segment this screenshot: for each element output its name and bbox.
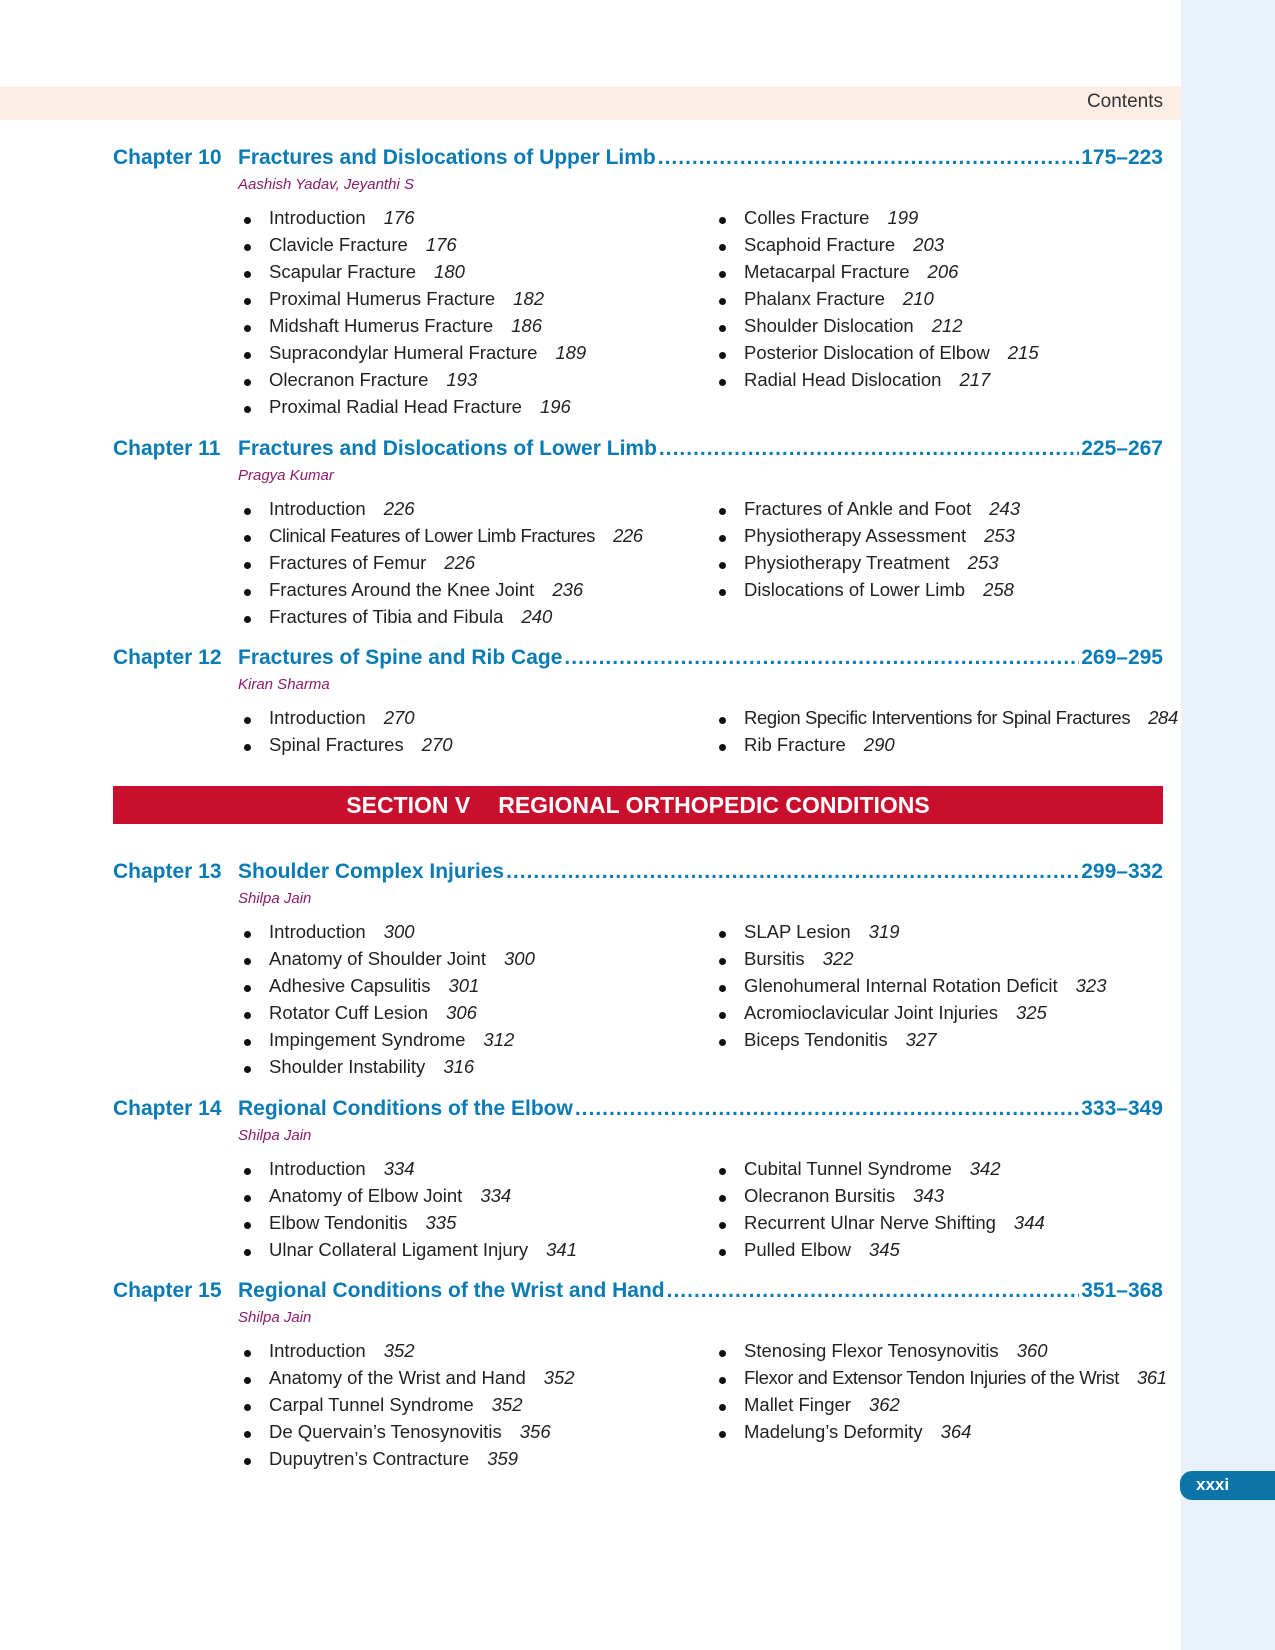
bullet-icon (719, 1168, 726, 1175)
topic-page-number: 226 (444, 552, 476, 573)
bullet-icon (719, 744, 726, 751)
topic-page-number: 270 (421, 734, 453, 755)
topic-page-number: 359 (487, 1448, 519, 1469)
bullet-icon (719, 352, 726, 359)
bullet-icon (244, 562, 251, 569)
running-header-text: Contents (1086, 91, 1163, 112)
topic-title: Clinical Features of Lower Limb Fractures (269, 525, 595, 546)
bullet-icon (244, 744, 251, 751)
topic-entry[interactable] (238, 234, 698, 261)
topic-title: Bursitis (744, 948, 805, 969)
bullet-icon (719, 508, 726, 515)
topic-page-number: 196 (539, 396, 571, 417)
bullet-icon (719, 244, 726, 251)
topic-entry[interactable] (238, 948, 698, 975)
dot-leader (659, 437, 1079, 461)
topic-entry[interactable] (713, 207, 1163, 234)
topic-entry[interactable] (238, 525, 698, 552)
topic-entry[interactable] (713, 1185, 1163, 1212)
topic-page-number: 203 (913, 234, 945, 255)
topic-entry[interactable] (238, 921, 698, 948)
topic-entry[interactable] (238, 315, 698, 342)
topic-page-number: 189 (555, 342, 587, 363)
bullet-icon (719, 1404, 726, 1411)
topic-entry[interactable] (713, 1212, 1163, 1239)
bullet-icon (719, 958, 726, 965)
topic-title: De Quervain’s Tenosynovitis (269, 1421, 502, 1442)
bullet-icon (244, 379, 251, 386)
topic-page-number: 300 (383, 921, 415, 942)
topic-title: Radial Head Dislocation (744, 369, 942, 390)
topic-list-right (713, 921, 1163, 1056)
bullet-icon (244, 298, 251, 305)
topic-entry[interactable] (238, 1340, 698, 1367)
bullet-icon (244, 1350, 251, 1357)
topic-title: Elbow Tendonitis (269, 1212, 408, 1233)
topic-entry[interactable] (713, 579, 1163, 606)
chapter-author: Aashish Yadav, Jeyanthi S (238, 176, 414, 193)
topic-title: Pulled Elbow (744, 1239, 851, 1260)
topic-entry[interactable] (238, 369, 698, 396)
bullet-icon (719, 1039, 726, 1046)
topic-entry[interactable] (713, 921, 1163, 948)
topic-title: Introduction (269, 1340, 366, 1361)
topic-list-left (238, 1340, 698, 1475)
chapter-entry (113, 1279, 1167, 1469)
topic-title: Adhesive Capsulitis (269, 975, 431, 996)
topic-entry[interactable] (713, 234, 1163, 261)
topic-title: Olecranon Bursitis (744, 1185, 896, 1206)
bullet-icon (244, 1168, 251, 1175)
bullet-icon (719, 562, 726, 569)
topic-page-number: 270 (383, 707, 415, 728)
chapter-page-range: 269–295 (1081, 646, 1163, 669)
bullet-icon (244, 1012, 251, 1019)
topic-entry[interactable] (713, 707, 1178, 734)
topic-entry[interactable] (238, 606, 698, 633)
topic-page-number: 334 (480, 1185, 512, 1206)
topic-list-left (238, 1158, 698, 1266)
topic-title: Mallet Finger (744, 1394, 851, 1415)
topic-title: Introduction (269, 207, 366, 228)
topic-page-number: 226 (612, 525, 643, 546)
topic-title: Proximal Radial Head Fracture (269, 396, 522, 417)
topic-entry[interactable] (238, 1367, 698, 1394)
topic-title: Recurrent Ulnar Nerve Shifting (744, 1212, 996, 1233)
topic-entry[interactable] (713, 734, 1163, 761)
bullet-icon (719, 1377, 726, 1384)
topic-entry[interactable] (238, 579, 698, 606)
topic-title: Introduction (269, 921, 366, 942)
bullet-icon (719, 1222, 726, 1229)
chapter-page-range: 351–368 (1081, 1279, 1163, 1302)
topic-page-number: 199 (887, 207, 919, 228)
topic-page-number: 306 (446, 1002, 477, 1023)
chapter-title-link[interactable]: Regional Conditions of the Wrist and Hand (238, 1279, 665, 1302)
topic-page-number: 341 (546, 1239, 577, 1260)
bullet-icon (719, 931, 726, 938)
topic-entry[interactable] (238, 734, 698, 761)
chapter-label: Chapter 14 (113, 1097, 222, 1120)
bullet-icon (719, 217, 726, 224)
bullet-icon (719, 535, 726, 542)
topic-title: SLAP Lesion (744, 921, 851, 942)
topic-title: Spinal Fractures (269, 734, 404, 755)
bullet-icon (244, 244, 251, 251)
topic-title: Physiotherapy Treatment (744, 552, 950, 573)
topic-entry[interactable] (713, 552, 1163, 579)
topic-title: Cubital Tunnel Syndrome (744, 1158, 952, 1179)
bullet-icon (719, 985, 726, 992)
bullet-icon (244, 1222, 251, 1229)
topic-entry[interactable] (238, 1002, 698, 1029)
chapter-label: Chapter 13 (113, 860, 222, 883)
chapter-label: Chapter 10 (113, 146, 222, 169)
topic-title: Carpal Tunnel Syndrome (269, 1394, 474, 1415)
topic-entry[interactable] (238, 1212, 698, 1239)
topic-title: Flexor and Extensor Tendon Injuries of the Wrist (744, 1367, 1119, 1388)
topic-page-number: 325 (1015, 1002, 1047, 1023)
topic-entry[interactable] (238, 342, 698, 369)
bullet-icon (244, 1458, 251, 1465)
topic-entry[interactable] (238, 288, 698, 315)
topic-page-number: 323 (1075, 975, 1107, 996)
topic-title: Acromioclavicular Joint Injuries (744, 1002, 998, 1023)
topic-page-number: 312 (483, 1029, 515, 1050)
topic-title: Clavicle Fracture (269, 234, 408, 255)
topic-page-number: 352 (491, 1394, 523, 1415)
topic-page-number: 193 (446, 369, 478, 390)
topic-list-left (238, 498, 698, 633)
bullet-icon (244, 717, 251, 724)
topic-entry[interactable] (713, 1421, 1163, 1448)
topic-page-number: 342 (969, 1158, 1001, 1179)
bullet-icon (244, 217, 251, 224)
chapter-entry (113, 646, 1178, 755)
bullet-icon (244, 535, 251, 542)
topic-entry[interactable] (713, 1340, 1163, 1367)
bullet-icon (244, 325, 251, 332)
chapter-author: Shilpa Jain (238, 1127, 312, 1144)
topic-title: Introduction (269, 707, 366, 728)
topic-entry[interactable] (713, 288, 1163, 315)
bullet-icon (244, 352, 251, 359)
chapter-title-link[interactable]: Regional Conditions of the Elbow (238, 1097, 573, 1120)
topic-page-number: 364 (940, 1421, 972, 1442)
topic-title: Metacarpal Fracture (744, 261, 910, 282)
topic-page-number: 319 (868, 921, 900, 942)
topic-page-number: 316 (443, 1056, 475, 1077)
topic-page-number: 344 (1013, 1212, 1045, 1233)
topic-page-number: 215 (1007, 342, 1039, 363)
topic-title: Colles Fracture (744, 207, 870, 228)
topic-page-number: 284 (1148, 707, 1178, 728)
page-number-tab: xxxi (1180, 1471, 1275, 1500)
topic-list-left (238, 207, 698, 423)
bullet-icon (719, 1195, 726, 1202)
topic-title: Shoulder Dislocation (744, 315, 914, 336)
topic-entry[interactable] (713, 1239, 1163, 1266)
dot-leader (506, 860, 1079, 884)
bullet-icon (719, 325, 726, 332)
topic-entry[interactable] (238, 1239, 698, 1266)
topic-title: Stenosing Flexor Tenosynovitis (744, 1340, 999, 1361)
topic-title: Scaphoid Fracture (744, 234, 896, 255)
side-margin-strip (1181, 0, 1275, 1650)
chapter-entry (113, 860, 1163, 1077)
topic-page-number: 206 (927, 261, 959, 282)
topic-entry[interactable] (713, 1029, 1163, 1056)
topic-title: Rotator Cuff Lesion (269, 1002, 429, 1023)
topic-title: Anatomy of Shoulder Joint (269, 948, 486, 969)
chapter-entry (113, 146, 1163, 417)
bullet-icon (719, 1431, 726, 1438)
topic-list-left (238, 707, 698, 761)
chapter-author: Kiran Sharma (238, 676, 330, 693)
topic-page-number: 217 (959, 369, 991, 390)
topic-entry[interactable] (238, 1421, 698, 1448)
topic-entry[interactable] (713, 1394, 1163, 1421)
bullet-icon (244, 616, 251, 623)
topic-entry[interactable] (713, 1367, 1167, 1394)
topic-title: Madelung’s Deformity (744, 1421, 923, 1442)
topic-title: Biceps Tendonitis (744, 1029, 888, 1050)
topic-page-number: 240 (521, 606, 553, 627)
topic-page-number: 361 (1136, 1367, 1167, 1388)
topic-page-number: 335 (425, 1212, 457, 1233)
bullet-icon (719, 271, 726, 278)
topic-title: Posterior Dislocation of Elbow (744, 342, 990, 363)
topic-entry[interactable] (713, 1158, 1163, 1185)
topic-entry[interactable] (238, 1448, 698, 1475)
topic-page-number: 210 (902, 288, 934, 309)
topic-page-number: 253 (984, 525, 1015, 546)
topic-entry[interactable] (713, 498, 1163, 525)
topic-page-number: 290 (863, 734, 895, 755)
topic-page-number: 176 (425, 234, 457, 255)
topic-entry[interactable] (238, 1056, 698, 1083)
running-header (0, 86, 1181, 120)
topic-title: Anatomy of the Wrist and Hand (269, 1367, 526, 1388)
bullet-icon (244, 1039, 251, 1046)
chapter-title-link[interactable]: Fractures and Dislocations of Lower Limb (238, 437, 657, 460)
topic-entry[interactable] (713, 525, 1163, 552)
bullet-icon (719, 1012, 726, 1019)
topic-title: Physiotherapy Assessment (744, 525, 967, 546)
topic-title: Glenohumeral Internal Rotation Deficit (744, 975, 1058, 996)
topic-title: Region Specific Interventions for Spinal Fractures (744, 707, 1131, 728)
topic-title: Fractures of Tibia and Fibula (269, 606, 504, 627)
bullet-icon (244, 1377, 251, 1384)
topic-title: Rib Fracture (744, 734, 846, 755)
topic-entry[interactable] (238, 707, 698, 734)
topic-page-number: 253 (967, 552, 999, 573)
topic-entry[interactable] (713, 948, 1163, 975)
topic-entry[interactable] (713, 1002, 1163, 1029)
topic-entry[interactable] (238, 1029, 698, 1056)
topic-page-number: 352 (383, 1340, 415, 1361)
dot-leader (575, 1097, 1079, 1121)
dot-leader (564, 646, 1079, 670)
topic-page-number: 212 (931, 315, 963, 336)
topic-title: Olecranon Fracture (269, 369, 429, 390)
topic-list-right (713, 207, 1163, 396)
topic-entry[interactable] (238, 1158, 698, 1185)
chapter-author: Shilpa Jain (238, 1309, 312, 1326)
chapter-page-range: 333–349 (1081, 1097, 1163, 1120)
topic-entry[interactable] (238, 1185, 698, 1212)
topic-entry[interactable] (238, 498, 698, 525)
chapter-author: Pragya Kumar (238, 467, 334, 484)
topic-entry[interactable] (713, 261, 1163, 288)
bullet-icon (719, 1350, 726, 1357)
section-title: REGIONAL ORTHOPEDIC CONDITIONS (498, 791, 930, 818)
topic-title: Supracondylar Humeral Fracture (269, 342, 538, 363)
topic-list-right (713, 498, 1163, 606)
topic-entry[interactable] (238, 975, 698, 1002)
topic-entry[interactable] (238, 1394, 698, 1421)
topic-entry[interactable] (238, 261, 698, 288)
topic-page-number: 345 (868, 1239, 900, 1260)
bullet-icon (244, 1431, 251, 1438)
topic-title: Fractures Around the Knee Joint (269, 579, 535, 600)
topic-page-number: 334 (383, 1158, 415, 1179)
dot-leader (667, 1279, 1080, 1303)
bullet-icon (719, 589, 726, 596)
topic-page-number: 186 (511, 315, 542, 336)
topic-title: Midshaft Humerus Fracture (269, 315, 494, 336)
chapter-entry (113, 437, 1163, 627)
topic-list-right (713, 1158, 1163, 1266)
chapter-title-link[interactable]: Fractures of Spine and Rib Cage (238, 646, 563, 669)
topic-page-number: 243 (989, 498, 1021, 519)
bullet-icon (244, 931, 251, 938)
topic-title: Dislocations of Lower Limb (744, 579, 966, 600)
topic-title: Scapular Fracture (269, 261, 417, 282)
topic-list-right (713, 707, 1178, 761)
topic-page-number: 356 (519, 1421, 551, 1442)
topic-page-number: 258 (983, 579, 1014, 600)
chapter-label: Chapter 11 (113, 437, 221, 460)
topic-page-number: 300 (504, 948, 535, 969)
bullet-icon (244, 958, 251, 965)
topic-entry[interactable] (238, 552, 698, 579)
topic-title: Anatomy of Elbow Joint (269, 1185, 463, 1206)
bullet-icon (244, 1404, 251, 1411)
topic-title: Introduction (269, 498, 366, 519)
bullet-icon (719, 1249, 726, 1256)
chapter-label: Chapter 15 (113, 1279, 222, 1302)
bullet-icon (244, 589, 251, 596)
topic-title: Fractures of Ankle and Foot (744, 498, 972, 519)
topic-page-number: 226 (383, 498, 415, 519)
bullet-icon (244, 985, 251, 992)
bullet-icon (719, 298, 726, 305)
topic-page-number: 182 (513, 288, 545, 309)
chapter-page-range: 225–267 (1081, 437, 1163, 460)
topic-title: Fractures of Femur (269, 552, 427, 573)
bullet-icon (244, 1249, 251, 1256)
chapter-label: Chapter 12 (113, 646, 222, 669)
section-heading-bar (113, 786, 1163, 824)
topic-title: Introduction (269, 1158, 366, 1179)
topic-list-right (713, 1340, 1167, 1448)
chapter-entry (113, 1097, 1163, 1260)
bullet-icon (244, 1195, 251, 1202)
topic-entry[interactable] (713, 315, 1163, 342)
bullet-icon (244, 1066, 251, 1073)
topic-entry[interactable] (238, 396, 698, 423)
topic-page-number: 301 (448, 975, 480, 996)
topic-page-number: 180 (434, 261, 465, 282)
chapter-page-range: 299–332 (1081, 860, 1163, 883)
topic-entry[interactable] (713, 342, 1163, 369)
topic-entry[interactable] (713, 975, 1163, 1002)
topic-title: Shoulder Instability (269, 1056, 426, 1077)
bullet-icon (244, 271, 251, 278)
topic-title: Ulnar Collateral Ligament Injury (269, 1239, 529, 1260)
chapter-title-link[interactable]: Fractures and Dislocations of Upper Limb (238, 146, 656, 169)
topic-page-number: 236 (552, 579, 584, 600)
chapter-author: Shilpa Jain (238, 890, 312, 907)
topic-title: Phalanx Fracture (744, 288, 885, 309)
bullet-icon (719, 717, 726, 724)
topic-entry[interactable] (238, 207, 698, 234)
bullet-icon (719, 379, 726, 386)
chapter-page-range: 175–223 (1081, 146, 1163, 169)
chapter-title-link[interactable]: Shoulder Complex Injuries (238, 860, 505, 883)
topic-page-number: 327 (905, 1029, 937, 1050)
topic-page-number: 352 (543, 1367, 575, 1388)
topic-list-left (238, 921, 698, 1083)
topic-page-number: 176 (383, 207, 415, 228)
topic-title: Dupuytren’s Contracture (269, 1448, 470, 1469)
dot-leader (658, 146, 1080, 170)
topic-entry[interactable] (713, 369, 1163, 396)
topic-page-number: 343 (913, 1185, 945, 1206)
bullet-icon (244, 406, 251, 413)
topic-title: Proximal Humerus Fracture (269, 288, 496, 309)
topic-page-number: 362 (868, 1394, 900, 1415)
topic-title: Impingement Syndrome (269, 1029, 466, 1050)
topic-page-number: 322 (822, 948, 854, 969)
section-number: SECTION V (346, 791, 471, 818)
bullet-icon (244, 508, 251, 515)
topic-page-number: 360 (1016, 1340, 1048, 1361)
